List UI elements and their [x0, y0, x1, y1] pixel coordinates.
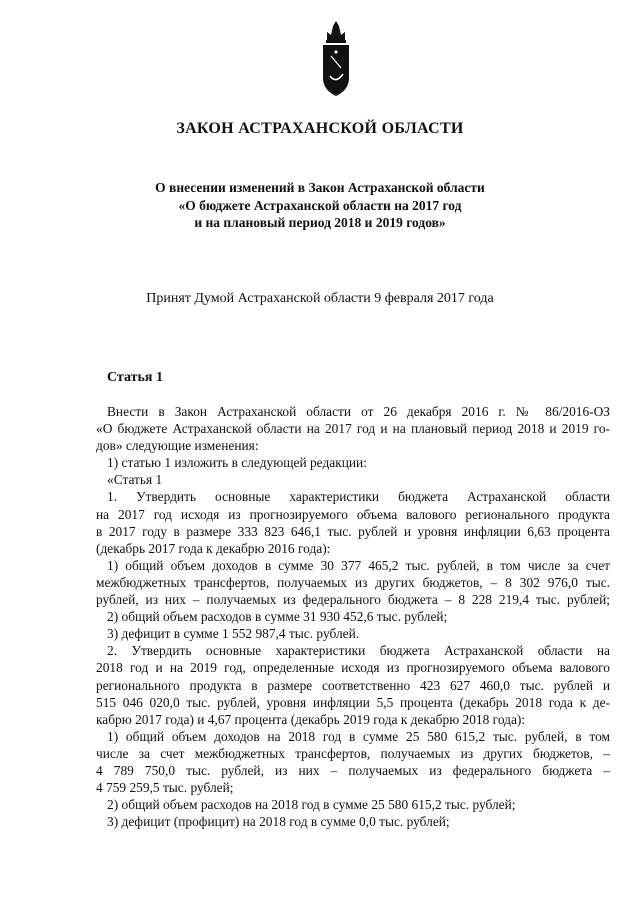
- text-line: 1) общий объем доходов в сумме 30 377 465,2 тыс. рублей, в том числе за счет: [107, 557, 610, 573]
- text-line: Внести в Закон Астраханской области от 26 декабря 2016 г. № 86/2016-ОЗ: [107, 404, 610, 419]
- text-line: регионального продукта в размере соответственно 423 627 460,0 тыс. рублей и: [96, 677, 610, 693]
- text-line: 2) общий объем расходов на 2018 год в сумме 25 580 615,2 тыс. рублей;: [107, 797, 516, 813]
- text-line: 2018 год и на 2019 год, определенные исходя из прогнозируемого объема валового: [96, 660, 610, 676]
- text-line: числе за счет межбюджетных трансфертов, получаемых из других бюджетов, –: [96, 745, 610, 761]
- text-line: 3) дефицит в сумме 1 552 987,4 тыс. рублей.: [107, 626, 360, 642]
- subtitle-line: «О бюджете Астраханской области на 2017 год: [178, 197, 462, 213]
- text-line: кабрю 2017 года) и 4,67 процента (декабрь 2019 года к декабрю 2018 года):: [96, 711, 526, 727]
- text-line: (декабрь 2017 года к декабрю 2016 года):: [96, 540, 331, 556]
- text-line: межбюджетных трансфертов, получаемых из других бюджетов, – 8 302 976,0 тыс.: [96, 574, 610, 590]
- text-line: 1. Утвердить основные характеристики бюджета Астраханской области: [107, 489, 610, 505]
- text-line: рублей, из них – получаемых из федерального бюджета – 8 228 219,4 тыс. рублей;: [96, 592, 610, 608]
- text-line: «О бюджете Астраханской области на 2017 год и на плановый период 2018 и 2019 го-: [96, 421, 610, 437]
- article-heading: Статья 1: [107, 370, 163, 385]
- text-line: 1) статью 1 изложить в следующей редакции:: [107, 455, 367, 471]
- article-body: [96, 403, 610, 830]
- text-line: 4 789 750,0 тыс. рублей, из них – получаемых из федерального бюджета –: [96, 762, 610, 778]
- text-line: 2) общий объем расходов в сумме 31 930 452,6 тыс. рублей;: [107, 609, 448, 625]
- text-line: 3) дефицит (профицит) на 2018 год в сумме 0,0 тыс. рублей;: [107, 814, 450, 830]
- text-line: дов» следующие изменения:: [96, 438, 259, 454]
- law-subtitle: [0, 179, 640, 232]
- text-line: 1) общий объем доходов на 2018 год в сумме 25 580 615,2 тыс. рублей, в том: [107, 728, 610, 744]
- text-line: 4 759 259,5 тыс. рублей;: [96, 780, 234, 796]
- text-line: в 2017 году в размере 333 823 646,1 тыс. рублей и уровня инфляции 6,63 процента: [96, 523, 610, 539]
- subtitle-line: и на плановый период 2018 и 2019 годов»: [194, 215, 446, 230]
- adoption-note: Принят Думой Астраханской области 9 февраля 2017 года: [146, 291, 494, 306]
- law-title: ЗАКОН АСТРАХАНСКОЙ ОБЛАСТИ: [176, 120, 464, 137]
- text-line: на 2017 год исходя из прогнозируемого объема валового регионального продукта: [96, 506, 610, 522]
- text-line: 515 046 020,0 тыс. рублей, уровня инфляции 5,5 процента (декабрь 2018 года к де-: [96, 694, 610, 710]
- text-line: «Статья 1: [107, 472, 163, 488]
- coat-of-arms-icon: [319, 18, 353, 98]
- subtitle-line: О внесении изменений в Закон Астраханской области: [155, 180, 485, 195]
- text-line: 2. Утвердить основные характеристики бюджета Астраханской области на: [107, 643, 610, 659]
